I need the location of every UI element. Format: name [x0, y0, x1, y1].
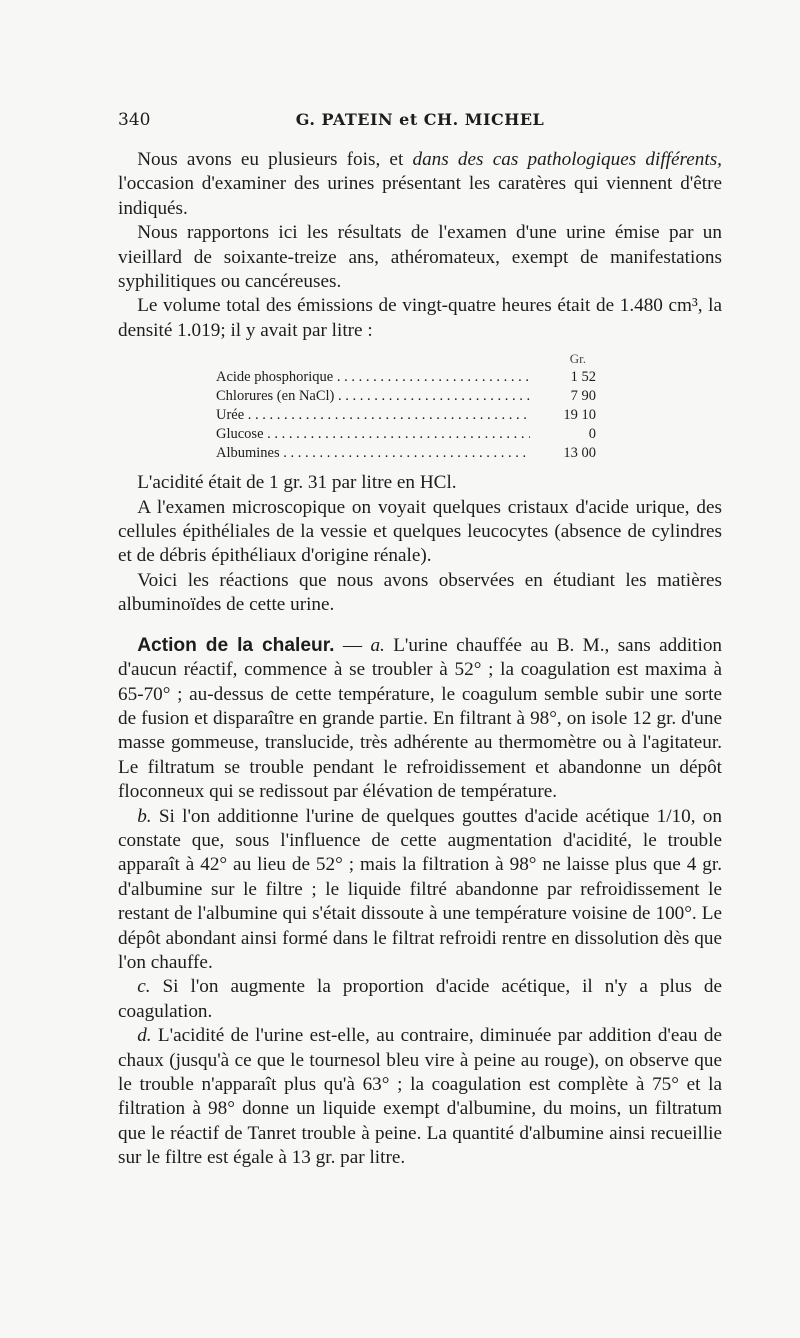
row-value: 19 10: [563, 407, 596, 424]
item-c-text: Si l'on augmente la proportion d'acide acétique, il n'y a plus de coagulation.: [118, 976, 722, 1022]
composition-table: [216, 349, 596, 463]
row-value: 13 00: [563, 445, 596, 462]
row-value: 0: [588, 426, 596, 443]
row-label: Albumines . . .: [216, 444, 530, 463]
row-value: 1 52: [570, 369, 596, 386]
page-number: 340: [118, 110, 151, 130]
paragraph-section-c: [118, 975, 722, 1024]
paragraph-2: [118, 221, 722, 294]
table-row: [216, 368, 596, 387]
section-spacer: [118, 618, 722, 634]
p5-text: A l'examen microscopique on voyait quelques cristaux d'acide urique, des cellules épithéliales de la vessie et quelques leucocytes (absence de cylindres et de débris épithéliaux d'origine rénale).: [118, 496, 722, 567]
running-title: G. PATEIN et CH. MICHEL: [295, 110, 545, 129]
p1-text-a: Nous avons eu plusieurs fois, et: [137, 149, 413, 170]
p1-italic: dans des cas pathologiques différents,: [412, 149, 722, 170]
table-unit-header: Gr.: [569, 351, 586, 367]
paragraph-6: [118, 569, 722, 618]
row-value: 7 90: [570, 388, 596, 405]
section-title: Action de la chaleur.: [137, 634, 335, 656]
item-c-marker: c.: [137, 976, 151, 998]
paragraph-5: [118, 496, 722, 569]
p4-text: L'acidité était de 1 gr. 31 par litre en HCl.: [137, 472, 457, 494]
page-header: [118, 110, 722, 134]
table-row: [216, 406, 596, 425]
p1-text-b: l'occasion d'examiner des urines présentant les caratères qui viennent d'être indiqués.: [118, 173, 722, 219]
item-a-marker: a.: [370, 634, 385, 656]
paragraph-4: [118, 471, 722, 495]
table-row: [216, 387, 596, 406]
item-b-marker: b.: [137, 805, 152, 827]
table-row: [216, 425, 596, 444]
item-d-text: L'acidité de l'urine est-elle, au contraire, diminuée par addition d'eau de chaux (jusqu'à ce que le tournesol bleu vire à peine au rouge), on observe que le trouble n'apparaît plus qu'à 63° ; la coagulation est complète à 75° et la filtration à 98° donne un liquide exempt d'albumine, du moins, un filtratum que le réactif de Tanret trouble à peine. La quantité d'albumine ainsi recueillie sur le filtre est égale à 13 gr. par litre.: [118, 1025, 722, 1169]
row-label: Acide phosphorique . . .: [216, 368, 530, 387]
item-d-marker: d.: [137, 1025, 152, 1047]
item-a-text: L'urine chauffée au B. M., sans addition d'aucun réactif, commence à se troubler à 52° ; la coagulation est maxima à 65-70° ; au-dessus de cette température, le coagulum semble subir une sorte de fusion et disparaître en grande partie. En filtrant à 98°, on isole 12 gr. d'une masse gommeuse, translucide, très adhérente au thermomètre ou à l'agitateur. Le filtratum se trouble pendant le refroidissement et abandonne un dépôt floconneux qui se redissout par élévation de température.: [118, 634, 723, 803]
p6-text: Voici les réactions que nous avons observées en étudiant les matières albuminoïdes de cette urine.: [118, 569, 722, 616]
paragraph-section-d: [118, 1024, 722, 1170]
paragraph-1: [118, 148, 722, 221]
body-text: [118, 148, 722, 1171]
p3-text: Le volume total des émissions de vingt-quatre heures était de 1.480 cm³, la densité 1.019; il y avait par litre :: [118, 295, 722, 341]
paragraph-section-a: [118, 634, 722, 805]
row-label: Glucose . . .: [216, 425, 530, 444]
section-dash: —: [334, 634, 371, 656]
row-label: Urée . . .: [216, 406, 530, 425]
p2-text: Nous rapportons ici les résultats de l'examen d'une urine émise par un vieillard de soixante-treize ans, athéromateux, exempt de manifestations syphilitiques ou cancéreuses.: [118, 222, 722, 293]
table-row: [216, 444, 596, 463]
row-label: Chlorures (en NaCl) . . .: [216, 387, 530, 406]
item-b-text: Si l'on additionne l'urine de quelques gouttes d'acide acétique 1/10, on constate que, sous l'influence de cette augmentation d'acidité, le trouble apparaît à 42° au lieu de 52° ; mais la filtration à 98° ne laisse plus que 4 gr. d'albumine sur le filtre ; le liquide filtré abandonne par refroidissement le restant de l'albumine qui s'était dissoute à une température voisine de 100°. Le dépôt abondant ainsi formé dans le filtrat refroidi rentre en dissolution dès que l'on chauffe.: [118, 805, 722, 973]
paragraph-section-b: [118, 805, 722, 976]
paragraph-3: [118, 294, 722, 343]
